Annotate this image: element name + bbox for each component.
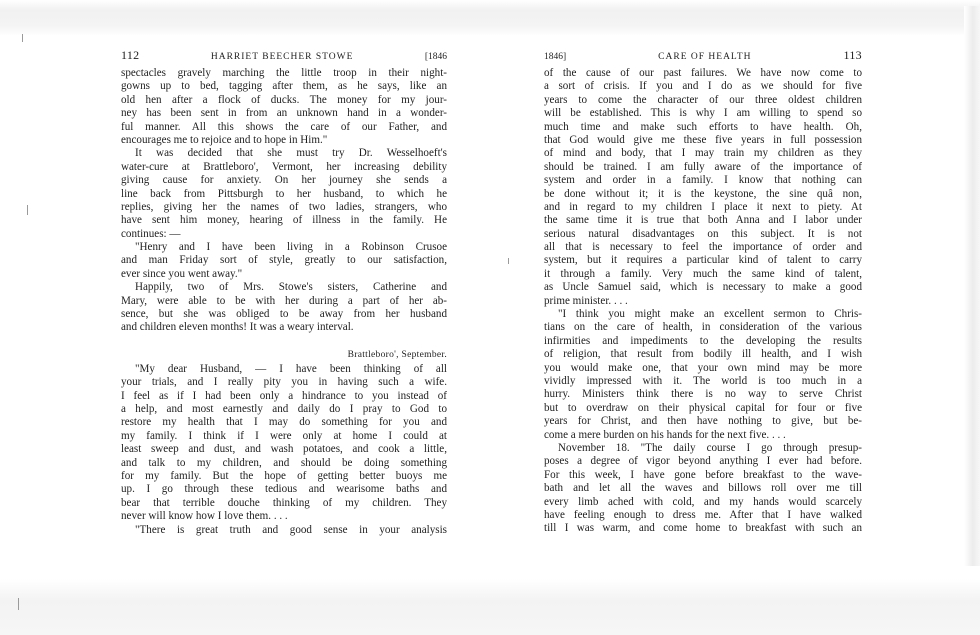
body-text-block-2 xyxy=(121,363,447,537)
text-line: it through a family. Very much the same kind of talent, xyxy=(544,267,862,280)
text-line: every limb ached with cold, and my hands would scarcely xyxy=(544,495,862,508)
text-line: up. I go through these tedious and wearisome baths and xyxy=(121,483,447,496)
text-line: encourages me to rejoice and to hope in Him." xyxy=(121,133,328,146)
scan-speck xyxy=(27,205,28,215)
text-line: water-cure at Brattleboro', Vermont, her increasing debility xyxy=(121,160,447,173)
section-break xyxy=(121,335,447,348)
text-line: infirmities and impediments to the developing the results xyxy=(544,334,862,347)
text-line: Mary, were able to be with her during a part of her ab- xyxy=(121,294,447,307)
text-line: hurry. Ministers think there is no way to serve Christ xyxy=(544,388,862,401)
text-line: your trials, and I really pity you in having such a wife. xyxy=(121,376,447,389)
text-line: never will know how I love them. . . . xyxy=(121,510,288,523)
text-line: will be established. This is why I am willing to spend so xyxy=(544,107,862,120)
text-line: be done without it; it is the keystone, the sine quâ non, xyxy=(544,187,862,200)
text-line: Happily, two of Mrs. Stowe's sisters, Catherine and xyxy=(135,281,447,294)
text-line: It was decided that she must try Dr. Wesselhoeft's xyxy=(135,147,447,160)
text-line: all that is necessary to feel the importance of order and xyxy=(544,241,862,254)
scan-right-edge xyxy=(964,6,980,566)
text-line: November 18. "The daily course I go through presup- xyxy=(558,441,862,454)
text-line: ful manner. All this shows the care of our Father, and xyxy=(121,120,447,133)
text-line: my family. I think if I were only at home I could at xyxy=(121,429,447,442)
scan-speck xyxy=(22,34,23,42)
text-line: ney has been sent in from an unknown hand in a wonder- xyxy=(121,107,447,120)
text-line: old hen after a flock of ducks. The money for my jour- xyxy=(121,93,447,106)
text-line: have feeling enough to dress me. After that I have walked xyxy=(544,508,862,521)
text-line: prime minister. . . . xyxy=(544,294,628,307)
text-line: ever since you went away." xyxy=(121,267,243,280)
text-line: but to overdraw on their physical capital for four or five xyxy=(544,401,862,414)
text-line: system, but it requires a particular kind of talent to carry xyxy=(544,254,862,267)
text-line: tians on the care of health, in consideration of the various xyxy=(544,321,862,334)
text-line: "Henry and I have been living in a Robinson Crusoe xyxy=(135,241,447,254)
left-page xyxy=(121,48,447,537)
text-line: you would make one, that your own mind may be more xyxy=(544,361,862,374)
text-line: line back from Pittsburgh to her husband, to which he xyxy=(121,187,447,200)
left-page-header xyxy=(121,48,447,62)
text-line: the same time it is true that both Anna and I labor under xyxy=(544,214,862,227)
text-line: spectacles gravely marching the little troop in their night- xyxy=(121,67,447,79)
scan-speck xyxy=(508,258,509,264)
text-line: for my family. But the hope of getting better buoys me xyxy=(121,469,447,482)
text-line: least sweep and dust, and wash potatoes, and cook a little, xyxy=(121,443,447,456)
header-year: [1846 xyxy=(424,52,447,62)
text-line: should be trained. I am fully aware of the importance of xyxy=(544,160,862,173)
text-line: sence, but she was obliged to be away from her husband xyxy=(121,308,447,321)
text-line: and children eleven months! It was a weary interval. xyxy=(121,321,354,334)
text-line: For this week, I have gone before breakfast to the wave- xyxy=(544,468,862,481)
text-line: and in regard to my children I place it next to piety. At xyxy=(544,200,862,213)
text-line: and man Friday sort of style, greatly to our satisfaction, xyxy=(121,254,447,267)
text-line: of the cause of our past failures. We have now come to xyxy=(544,67,862,79)
text-line: a sort of crisis. If you and I do as we should for five xyxy=(544,80,862,93)
scan-top-shadow xyxy=(0,0,980,36)
text-line: "There is great truth and good sense in your analysis xyxy=(135,523,447,536)
text-line: of mind and body, that I may train my children as they xyxy=(544,147,862,160)
right-page-header xyxy=(544,48,862,62)
text-line: restore my health that I may do something for you and xyxy=(121,416,447,429)
letter-dateline: Brattleboro', September. xyxy=(347,349,447,360)
scan-speck xyxy=(18,598,19,610)
text-line: giving cause for anxiety. On her journey she sends a xyxy=(121,174,447,187)
text-line: years for Christ, and then have nothing to give, but be- xyxy=(544,415,862,428)
text-line: system and order in a family. I know that nothing can xyxy=(544,174,862,187)
text-line: bear that terrible douche thinking of my children. They xyxy=(121,496,447,509)
text-line: I feel as if I had been only a hindrance to you instead of xyxy=(121,389,447,402)
text-line: serious natural disadvantages on this subject. It is not xyxy=(544,227,862,240)
body-text xyxy=(544,67,862,536)
text-line: "I think you might make an excellent sermon to Chris- xyxy=(558,308,862,321)
running-title: CARE OF HEALTH xyxy=(658,52,752,62)
text-line: continues: — xyxy=(121,227,181,240)
running-title: HARRIET BEECHER STOWE xyxy=(210,52,354,62)
page-number: 112 xyxy=(121,48,140,62)
text-line: gowns up to bed, tagging after them, as he says, like an xyxy=(121,80,447,93)
page-number: 113 xyxy=(843,48,862,62)
scan-bottom-shadow xyxy=(0,579,980,635)
text-line: come a mere burden on his hands for the next five. . . . xyxy=(544,428,786,441)
text-line: much time and make such efforts to have health. Oh, xyxy=(544,120,862,133)
text-line: as Uncle Samuel said, which is necessary to make a good xyxy=(544,281,862,294)
text-line: years to come the character of our three oldest children xyxy=(544,93,862,106)
text-line: of religion, that result from bodily ill health, and I wish xyxy=(544,348,862,361)
text-line: replies, giving her the names of two ladies, strangers, who xyxy=(121,200,447,213)
header-year: 1846] xyxy=(544,52,567,62)
text-line: bath and let all the waves and billows roll over me till xyxy=(544,482,862,495)
right-page xyxy=(544,48,862,536)
text-line: have sent him money, hearing of illness in the family. He xyxy=(121,214,447,227)
text-line: a help, and most earnestly and daily do I pray to God to xyxy=(121,402,447,415)
body-text-block-1 xyxy=(121,67,447,335)
text-line: vividly impressed with it. The world is too much in a xyxy=(544,374,862,387)
text-line: and talk to my children, and should be doing something xyxy=(121,456,447,469)
text-line: "My dear Husband, — I have been thinking of all xyxy=(135,362,447,375)
text-line: that God would give me these five years in full possession xyxy=(544,133,862,146)
text-line: poses a degree of vigor beyond anything I ever had before. xyxy=(544,455,862,468)
text-line: till I was warm, and come home to breakfast with such an xyxy=(544,522,862,535)
